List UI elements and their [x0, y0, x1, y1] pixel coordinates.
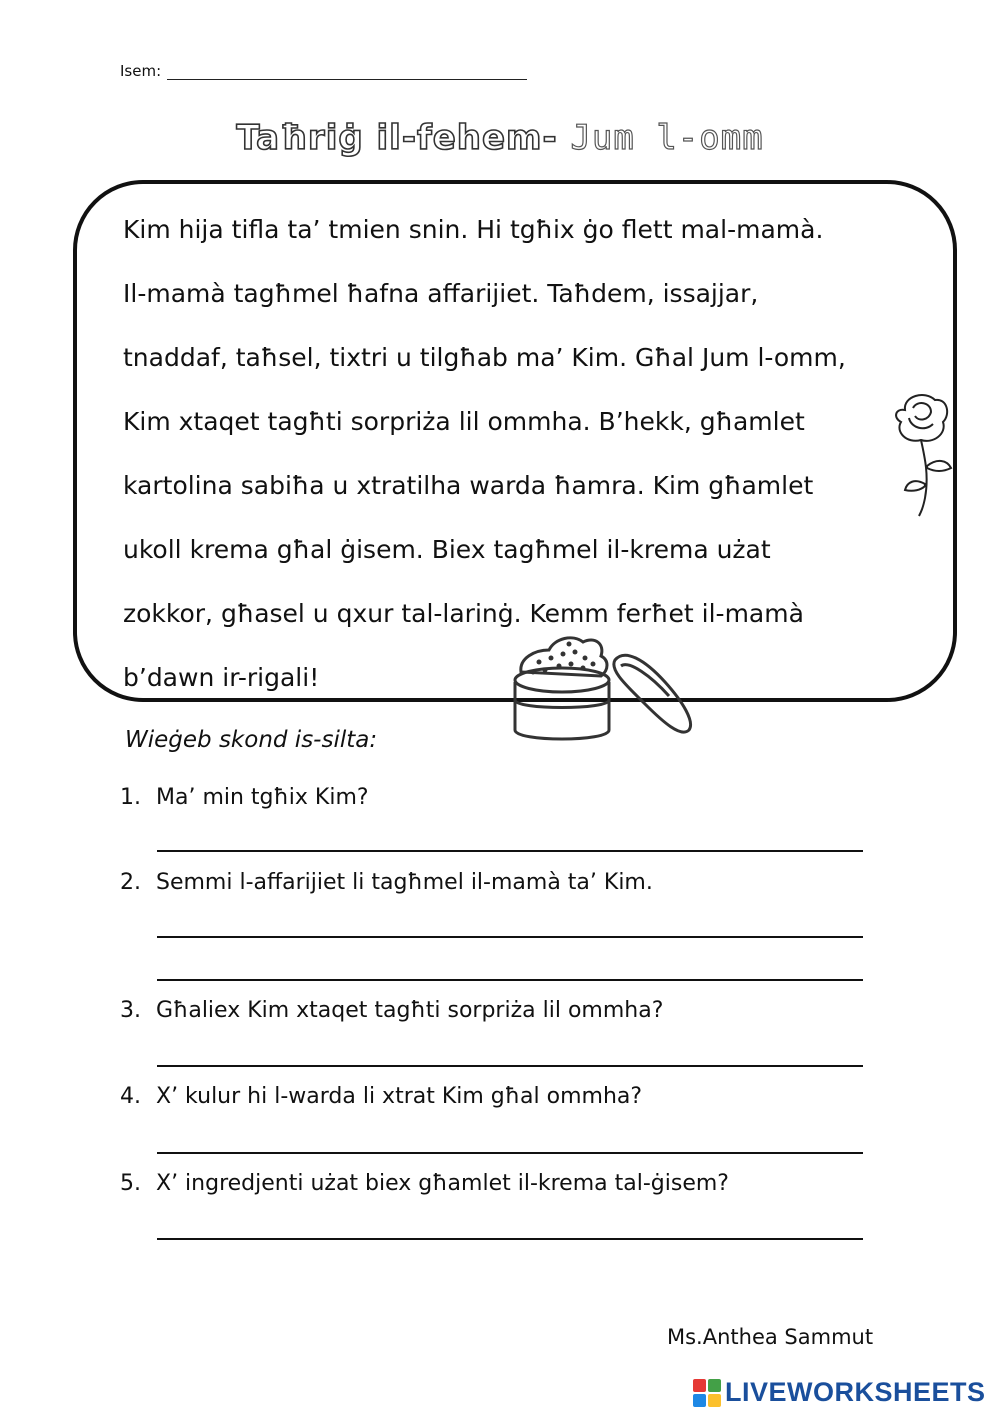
question-number: 4. [120, 1084, 141, 1109]
question-number: 1. [120, 785, 141, 810]
instructions: Wieġeb skond is-silta: [125, 727, 378, 753]
question-number: 3. [120, 998, 141, 1023]
name-field-row [120, 62, 527, 80]
question-number: 2. [120, 870, 141, 895]
question-2 [120, 870, 653, 895]
answer-line-4[interactable] [157, 1152, 863, 1154]
brand-name: LIVEWORKSHEETS [725, 1377, 986, 1407]
question-3 [120, 998, 663, 1023]
story-line: Kim hija tifla ta’ tmien snin. Hi tgħix ġo flett mal-mamà. [123, 215, 824, 244]
name-label: Isem: [120, 62, 162, 80]
answer-line-2a[interactable] [157, 936, 863, 938]
answer-line-5[interactable] [157, 1238, 863, 1240]
question-4 [120, 1084, 642, 1109]
author-signature: Ms.Anthea Sammut [667, 1325, 874, 1349]
brand-logo-icon [693, 1379, 721, 1407]
story-line: ukoll krema għal ġisem. Biex tagħmel il-krema użat [123, 535, 771, 564]
title-main: Taħriġ il-fehem- [236, 118, 558, 158]
question-1 [120, 785, 369, 810]
question-text: Ma’ min tgħix Kim? [156, 785, 369, 810]
question-text: Semmi l-affarijiet li tagħmel il-mamà ta’ Kim. [156, 870, 653, 895]
question-5 [120, 1171, 729, 1196]
question-number: 5. [120, 1171, 141, 1196]
story-line: kartolina sabiħa u xtratilha warda ħamra. Kim għamlet [123, 471, 814, 500]
title-topic: Jum l-omm [570, 118, 764, 158]
rose-icon [885, 388, 957, 518]
answer-line-3[interactable] [157, 1065, 863, 1067]
name-input-line[interactable] [167, 65, 527, 80]
answer-line-1[interactable] [157, 850, 863, 852]
page-title [0, 118, 1000, 158]
brand-watermark[interactable] [693, 1377, 986, 1408]
story-line: zokkor, għasel u qxur tal-larinġ. Kemm ferħet il-mamà [123, 599, 804, 628]
story-line: b’dawn ir-rigali! [123, 663, 320, 692]
answer-line-2b[interactable] [157, 979, 863, 981]
story-line: Il-mamà tagħmel ħafna affarijiet. Taħdem, issajjar, [123, 279, 759, 308]
story-line: Kim xtaqet tagħti sorpriża lil ommha. B’hekk, għamlet [123, 407, 805, 436]
story-line: tnaddaf, taħsel, tixtri u tilgħab ma’ Kim. Għal Jum l-omm, [123, 343, 846, 372]
question-text: X’ kulur hi l-warda li xtrat Kim għal ommha? [156, 1084, 643, 1109]
question-text: X’ ingredjenti użat biex għamlet il-krema tal-ġisem? [156, 1171, 729, 1196]
cream-jar-icon [505, 630, 700, 750]
question-text: Għaliex Kim xtaqet tagħti sorpriża lil ommha? [156, 998, 664, 1023]
